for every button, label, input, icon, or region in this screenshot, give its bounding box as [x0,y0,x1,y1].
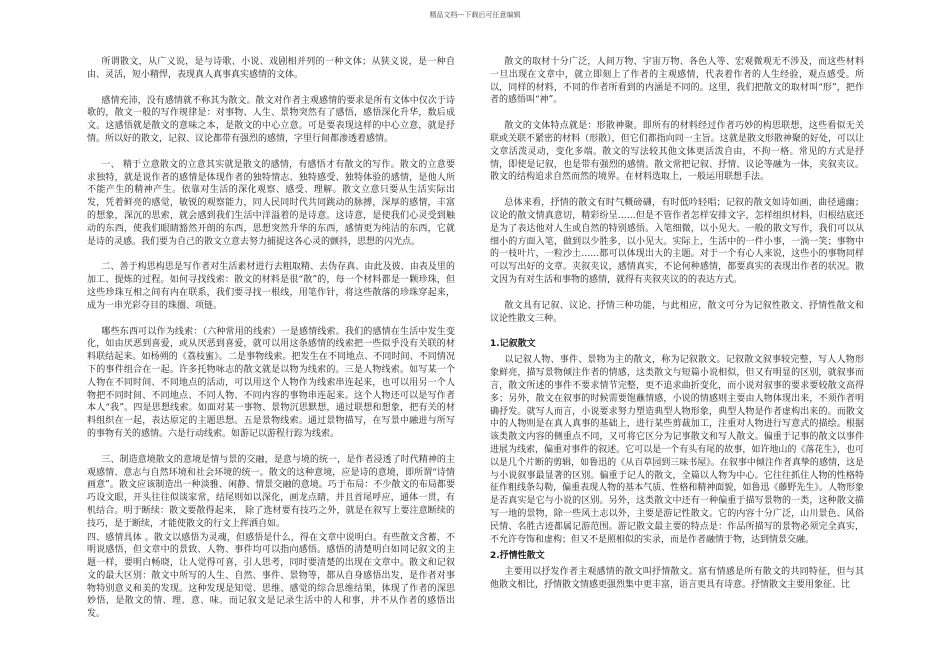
paragraph-definition: 所谓散文，从广义说，是与诗歌、小说、戏剧相并列的一种文体；从狭义说，是一种自由、灵活，短小精悍，表现真人真事真实感情的文体。 [87,57,455,80]
paragraph-overview: 总体来看，抒情的散文有时气概磅礴，有时低吟轻唱；记叙的散文如诗如画，曲径通幽；议论的散文情真意切，精彩纷呈……但是不管作者怎样安排文字，怎样组织材料，归根结底还是为了表达他对人生或自然的特别感悟。入笔细微，以小见大。一般的散文写作，我们可以从细小的方面入笔，做到以少胜多，以小见大。实际上，生活中的一件小事，一淌一笑；事物中的一枝叶片，一粒沙土……都可以体现出大的主题。对于一个有心人来说，这些小的事物同样可以写出好的文章。夹叙夹议，感情真实，不论何种感情，都要真实的表现出作者的状况。散文因为有对生活和事物的感情，就得有夹叙夹议的的表达方式。 [490,198,864,285]
paragraph-material: 散文的取材十分广泛，人间万物、宇宙万物、各色人等、宏观微观无不涉及，而这些材料一旦出现在文章中，就立即刻上了作者的主观感情，代表着作者的人生经验，观点感受。所以，同样的材料，不同的作者所看到的内涵是不同的。这里，我们把散文的取材叫“形”，把作者的感悟叫“神”。 [490,57,864,106]
page-header: 精品文档---下载后可任意编辑 [429,11,521,19]
paragraph-mood: 三、制造意境散文的意境是情与景的交融，是意与境的统一，是作者浸透了时代精神的主观感情、意志与自然环境和社会环境的统一。散文的这种意境，应是诗的意境，即所谓“诗情画意”。散文应该制造出一种淡雅、闲静、情景交融的意境。巧于布局：不少散文的布局都要巧设文眼，开头往往似谈家常，结尾则如以深化，画龙点睛，并且首尾呼应，通体一贯，有机结合。明于断续：散文要散得起来， 除了选材要有技巧之外，就是在叙写上要注意断续的技巧，是于断续，才能使散文的行文上挥洒自如。 [87,454,455,529]
right-column [490,56,864,593]
paragraph-emotion: 感情充沛，没有感情就不称其为散文。散文对作者主观感情的要求是所有文体中仅次于诗歌的，散文一般的写作规律是：对事物、人生、景物突然有了感悟，感悟深化升华，数后成文。这感悟就是散文的意味之本，是散文的中心立意。可是要表现这样的中心立意，就是抒情。所以好的散文，记叙、议论都带有强烈的感情，字里行间都渗透着感情。 [87,95,455,144]
paragraph-threads: 哪些东西可以作为线索：（六种常用的线索）一是感情线索。我们的感情在生活中发生变化，如由厌恶到喜爱，或从厌恶到喜爱，就可以用这条感情的线索把一些似乎没有关联的材料联结起来。如杨朔的《荔枝蜜》。二是事物线索。把发生在不同地点、不同时间、不同情况下的事件组合在一起。许多托物咏志的散文就是以物为线索的。三是人物线索。如写某一个人物在不同时间、不同地点的活动，可以用这个人物作为线索串连起来，也可以用另一个人物把不同时间、不同地点、不同人物、不同内容的事物串连起来。这个人物还可以是写作者本人“我”。四是思想线索。如面对某一事物、景物沉思默想，通过联想和想象，把有关的材料组织在一起，表达原定的主题思想。五是景物线索。通过景物描写，在写景中融进与所写的事物有关的感情。六是行动线索。如游记以游程行踪为线索。 [87,326,455,439]
paragraph-lyrical: 主要用以抒发作者主观感情的散文叫抒情散文。富有情感是所有散文的共同特征，但与其他散文相比，抒情散文情感更强烈集中更丰富，语言更具有诗意。抒情散文主要用象征、比 [490,567,864,591]
paragraph-features: 散文的文体特点就是：形散神聚。即所有的材料经过作者巧妙的构思联想，这些看似无关联或关联不紧密的材料（形散），但它们都指向同一主旨。这就是散文形散神聚的好处，可以让文章活泼灵动，变化多端。散文的写法较其他文体更活泼自由，不拘一格。常见的方式是抒情，即使是记叙，也是带有强烈的感情。散文常把记叙、抒情、议论等融为一体，夹叙夹议。散文的结构追求自然而然的境界。在材料选取上，一般运用联想手法。 [490,121,864,183]
paragraph-structure: 二、善于构思构思是写作者对生活素材进行去粗取精、去伪存真、由此及彼、由表及里的加工、提炼的过程。如何寻找线索：散文的材料是很“散”的，每一个材料都是一颗珍珠，但这些珍珠互相之间有内在联系，我们要寻找一根线，用笔作针，将这些散落的珍珠穿起来，成为一串光彩夺目的珠圈、项链。 [87,262,455,311]
section-title-lyrical: 2.抒情性散文 [490,551,545,562]
section-title-narrative: 1.记叙散文 [490,339,536,350]
paragraph-concept: 一、 精于立意散文的立意其实就是散文的感情，有感悟才有散文的写作。散文的立意要求独特，就是说作者的感情是体现作者的独特情志、独特感受、独特体验的感情，是他人所不能产生的精神产生。依靠对生活的深化观察、感受、理解。散文立意只要从生活实际出发，凭着鲜亮的感觉，敏锐的观察能力，同人民同时代共同跳动的脉搏，深厚的感情，丰富的想象，深沉的思索，就会感到我们生活中洋溢着的是诗意。这诗意，是使我们心灵受到触动的东西，使我们眼睛豁然开朗的东西，思想突然升华的东西，感情更为纯洁的东西，它就是诗的灵感。我们要为自己的散文立意去努力捕捉这各心灵的颤抖，思想的闪光点。 [87,159,455,247]
paragraph-narrative: 以记叙人物、事件、景物为主的散文，称为记叙散文。记叙散文叙事较完整，写人人物形象鲜亮，描写景物倾注作者的情感，这类散文与短篇小说相似，但又有明显的区别，就叙事而言，散文所述的事件不要求情节完整，更不追求曲折变化，而小说对叙事的要求要较散文高得多；另外，散文在叙事的时候需要饱蘸情感，小说的情感则主要由人物体现出来，不须作者明确抒发。就写人而言，小说要求努力塑造典型人物形象，典型人物是作者虚构出来的。而散文中的人物则是在真人真事的基础上，进行某些剪裁加工，注重对人物进行写意式的描绘。根据该类散文内容的侧重点不同，又可将它区分为记事散文和写人散文。偏重于记事的散文以事件进展为线索，偏重对事件的叙述。它可以是一个有头有尾的故事，如许地山的《落花生》，也可以是几个片断的剪辑，如鲁迅的《从百草园到三味书屋》。在叙事中倾注作者真挚的感情，这是与小说叙事最显著的区别。偏重于记人的散文，全篇以人物为中心。它往往抓住人物的性格特征作粗线条勾勒，偏重表现人物的基本气质、性格和精神面貌，如鲁迅《藤野先生》。人物形象是否真实是它与小说的区别。另外，这类散文中还有一种偏重于描写景物的一类，这种散文描写一地的景物，除一些风土志以外，主要是游记性散文。它的内容十分广泛，山川景色、风俗民情、名胜古迹都属记游范围。游记散文最主要的特点是：作品所描写的景物必须完全真实，不允许夸饰和虚构；但又不是照相似的实录，而是作者融情于物，达到情景交融。 [490,355,864,545]
paragraph-specific-emotion: 四、感情具体 。散文以感悟为灵魂，但感悟是什么，得在文章中说明白。有些散文含蓄，不明说感悟，但文章中的景致、人物、事件均可以指向感悟。感悟的清楚明白如同记叙文的主题一样，要明白畅晓，让人觉得可喜，引人思考，同时要清楚的出现在文章中。散文和记叙文的最大区别：散文中所写的人生、自然、事件、景物等，都从自身感悟出发，是作者对事物特别意义和美的发现。这种发现是知觉、思维、感觉的综合思维结果，体现了作者的深思妙悟，是散文的情、理、意、味。而记叙文是记录生活中的人和事，并不从作者的感悟出发。 [87,532,455,620]
left-column [87,56,455,622]
paragraph-classification: 散文具有记叙、议论、抒情三种功能，与此相应，散文可分为记叙性散文、抒情性散文和议论性散文三种。 [490,300,864,324]
